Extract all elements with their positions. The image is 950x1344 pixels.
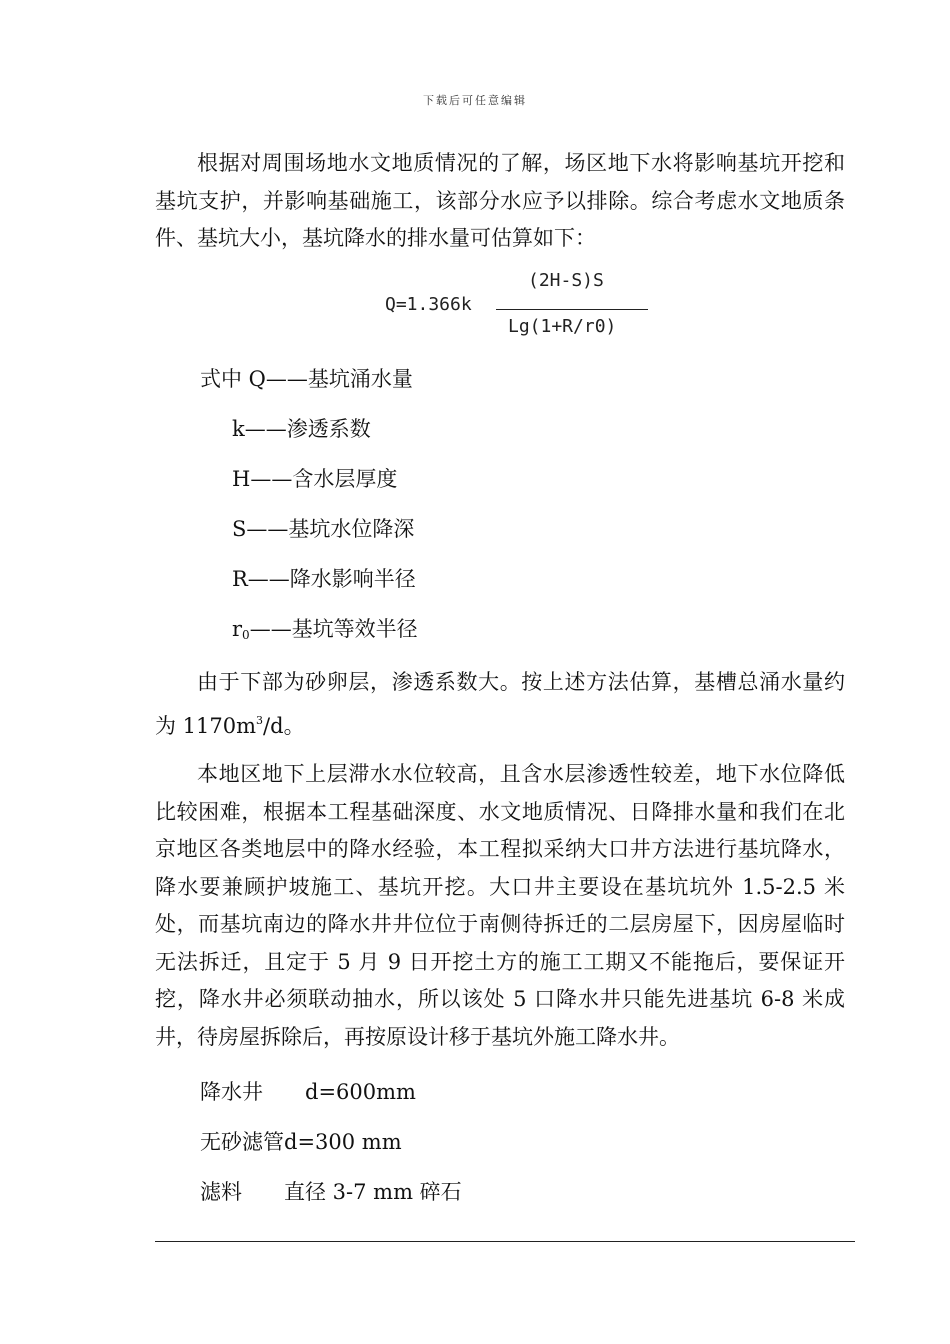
spec-filter-value: 直径 3-7 mm 碎石	[284, 1180, 462, 1204]
formula-denominator: Lg(1+R/r0)	[508, 316, 617, 337]
page-header: 下载后可任意编辑	[423, 94, 527, 107]
r0-text: ——基坑等效半径	[249, 617, 418, 641]
inflow-superscript: 3	[256, 713, 264, 727]
intro-paragraph: 根据对周围场地水文地质情况的了解，场区地下水将影响基坑开挖和基坑支护，并影响基础施工，该部分水应予以排除。综合考虑水文地质条件、基坑大小，基坑降水的排水量可估算如下：	[155, 151, 845, 250]
r0-symbol: r	[232, 617, 243, 641]
spec-filter	[200, 1177, 462, 1207]
inflow-paragraph	[155, 664, 845, 745]
r0-subscript: 0	[242, 628, 250, 642]
fraction-bar	[496, 309, 648, 310]
formula-numerator: (2H-S)S	[528, 270, 604, 291]
spec-filter-label: 滤料	[200, 1180, 242, 1204]
inflow-text: 由于下部为砂卵层，渗透系数大。按上述方法估算，基槽总涌水量约为 1170m	[155, 670, 845, 738]
spec-pipe: 无砂滤管d=300 mm	[200, 1130, 402, 1154]
spec-well-label: 降水井	[200, 1080, 263, 1104]
definition-h: H——含水层厚度	[232, 467, 398, 491]
definition-r: R——降水影响半径	[232, 567, 416, 591]
definition-q: 式中 Q——基坑涌水量	[200, 367, 413, 391]
definition-s: S——基坑水位降深	[232, 517, 415, 541]
definition-k: k——渗透系数	[232, 417, 371, 441]
inflow-unit: /d。	[263, 713, 305, 738]
spec-well	[200, 1077, 416, 1107]
definition-r0	[232, 614, 418, 650]
spec-well-value: d=600mm	[305, 1080, 416, 1104]
footer-rule	[155, 1241, 855, 1242]
formula-lhs: Q=1.366k	[385, 294, 472, 315]
dewatering-paragraph: 本地区地下上层滞水水位较高，且含水层渗透性较差，地下水位降低比较困难，根据本工程基础深度、水文地质情况、日降排水量和我们在北京地区各类地层中的降水经验，本工程拟采纳大口井方法进行基坑降水，降水要兼顾护坡施工、基坑开挖。大口井主要设在基坑坑外 1.5-2.5 米处，而基坑南边的降水井井位位于南侧待拆迁的二层房屋下，因房屋临时无法拆迁，且定于 5 月 9 日开挖土方的施工工期又不能拖后，要保证开挖，降水井必须联动抽水，所以该处 5 口降水井只能先进基坑 6-8 米成井，待房屋拆除后，再按原设计移于基坑外施工降水井。	[155, 762, 845, 1049]
